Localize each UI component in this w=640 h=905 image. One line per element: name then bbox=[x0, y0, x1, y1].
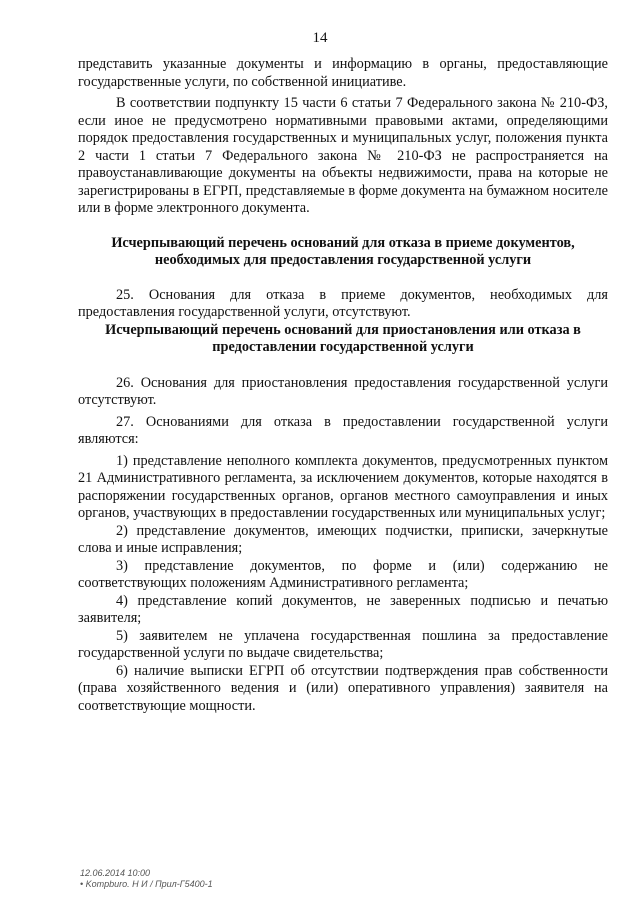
list-item: 2) представление документов, имеющих подчистки, приписки, зачеркнутые слова и иные исправления; bbox=[78, 522, 608, 556]
document-footer bbox=[80, 868, 213, 890]
list-item: 6) наличие выписки ЕГРП об отсутствии подтверждения прав собственности (права хозяйственного ведения и (или) оперативного управления) заявителя на соответствующие мощности. bbox=[78, 662, 608, 714]
list-item: 5) заявителем не уплачена государственная пошлина за предоставление государственной услуги по выдаче свидетельства; bbox=[78, 627, 608, 661]
paragraph-intro-continuation: представить указанные документы и информацию в органы, предоставляющие государственные услуги, по собственной инициативе. bbox=[78, 56, 608, 90]
section-heading-refusal-acceptance: Исчерпывающий перечень оснований для отказа в приеме документов, необходимых для предоставления государственной услуги bbox=[111, 234, 575, 268]
list-item: 4) представление копий документов, не заверенных подписью и печатью заявителя; bbox=[78, 592, 608, 626]
page-number: 14 bbox=[312, 30, 328, 46]
document-body bbox=[78, 56, 608, 715]
paragraph-27: 27. Основаниями для отказа в предоставлении государственной услуги являются: bbox=[78, 413, 608, 447]
footer-file-reference: • Kompburo. H И / Прил-Г5400-1 bbox=[80, 879, 213, 889]
list-item: 1) представление неполного комплекта документов, предусмотренных пунктом 21 Административного регламента, за исключением документов, которые находятся в распоряжении государственных органов, органов местного самоуправления и иных органов, участвующих в предоставлении государственных или муниципальных услуг; bbox=[78, 452, 608, 521]
footer-date: 12.06.2014 10:00 bbox=[80, 868, 151, 878]
list-item: 3) представление документов, по форме и (или) содержанию не соответствующих положениям Административного регламента; bbox=[78, 557, 608, 591]
paragraph-25: 25. Основания для отказа в приеме документов, необходимых для предоставления государственной услуги, отсутствуют. bbox=[78, 286, 608, 320]
paragraph-law-reference: В соответствии подпункту 15 части 6 статьи 7 Федерального закона № 210-ФЗ, если иное не предусмотрено нормативными правовыми актами, определяющими порядок предоставления государственных и муниципальных услуг, положения пункта 2 части 1 статьи 7 Федерального закона № 210-ФЗ не распространяется на правоустанавливающие документы на объекты недвижимости, права на которые не зарегистрированы в ЕГРП, представляемые в форме документа на бумажном носителе или в форме электронного документа. bbox=[78, 95, 608, 216]
paragraph-26: 26. Основания для приостановления предоставления государственной услуги отсутствуют. bbox=[78, 374, 608, 408]
section-heading-suspension-refusal: Исчерпывающий перечень оснований для приостановления или отказа в предоставлении государственной услуги bbox=[105, 321, 581, 355]
